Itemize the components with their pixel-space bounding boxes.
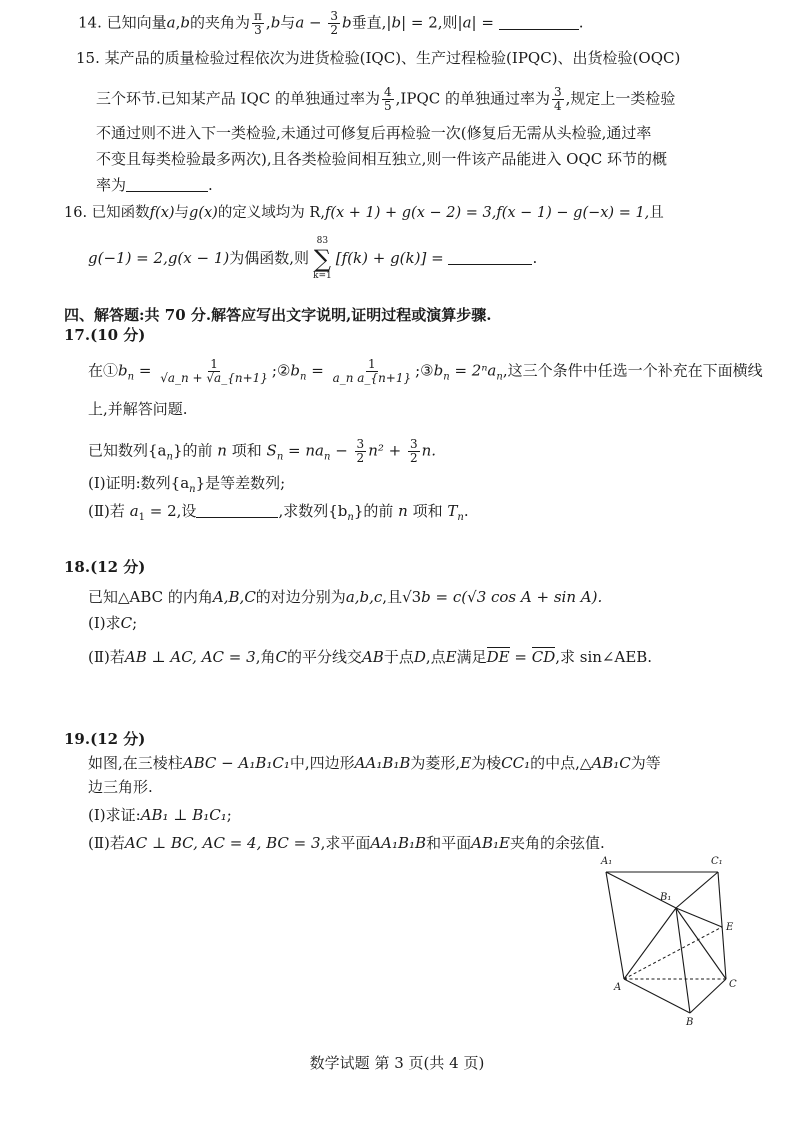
edge-b1c1 bbox=[676, 872, 718, 908]
q17-number: 17.(10 分) bbox=[64, 326, 146, 344]
q15-line-4: 不变且每类检验最多两次),且各类检验间相互独立,则一件该产品能进入 OQC 环节的概 bbox=[96, 150, 667, 168]
q18-number: 18.(12 分) bbox=[64, 558, 146, 576]
edge-ab bbox=[624, 979, 690, 1013]
answer-blank[interactable] bbox=[499, 15, 579, 30]
answer-blank[interactable] bbox=[126, 177, 208, 192]
q16-line-2: g(−1) = 2,g(x − 1)为偶函数,则 83 ∑ k=1 [f(k) + g(k)] = . bbox=[88, 236, 538, 281]
label-b: B bbox=[686, 1017, 694, 1026]
summation: 83 ∑ k=1 bbox=[313, 236, 332, 281]
fraction: $\frac{3}{2}$ bbox=[330, 9, 339, 37]
fraction: $\frac{\pi}{3}$ bbox=[254, 9, 262, 37]
q17-part-2: (Ⅱ)若 $a_1 = 2$,设 ,求数列$\{b_n\}$的前 n 项和 $T_n$. bbox=[88, 502, 469, 523]
q18-part-2: (Ⅱ)若AB ⊥ AC, AC = 3,角C的平分线交AB于点D,点E满足DE = CD,求 sin∠AEB. bbox=[88, 648, 653, 666]
label-a: A bbox=[614, 982, 622, 993]
label-a1: A₁ bbox=[601, 856, 613, 867]
fraction: $\frac{4}{5}$ bbox=[384, 85, 392, 113]
page-footer: 数学试题 第 3 页(共 4 页) bbox=[309, 1054, 485, 1072]
q16-number: 16. bbox=[64, 205, 88, 221]
answer-blank[interactable] bbox=[448, 250, 532, 265]
q19-line-1: 如图,在三棱柱ABC − A₁B₁C₁中,四边形AA₁B₁B为菱形,E为棱CC₁的中点,△AB₁C为等 bbox=[88, 754, 661, 772]
vector-de: DE bbox=[486, 648, 510, 666]
edge-a1a bbox=[606, 872, 624, 979]
line-ab1 bbox=[624, 908, 676, 979]
q14-line: 14. 已知向量a,b的夹角为 $\frac{\pi}{3}$ ,b与a − $\frac{3}{2}$ b垂直,|b| = 2,则|a| = . bbox=[78, 9, 584, 37]
q18-line-1: 已知△ABC 的内角A,B,C的对边分别为a,b,c,且√3b = c(√3 cos A + sin A). bbox=[88, 588, 603, 606]
q15-line-5: 率为 . bbox=[96, 176, 213, 194]
label-c: C bbox=[729, 979, 737, 990]
q19-line-2: 边三角形. bbox=[88, 778, 153, 796]
label-b1: B₁ bbox=[660, 892, 672, 903]
edge-bc bbox=[690, 979, 726, 1013]
q17-line-3: 已知数列$\{a_n\}$的前 n 项和 $S_n = na_n$ − $\frac{3}{2}$ n² + $\frac{3}{2}$ n. bbox=[88, 437, 437, 465]
q17-line-1: 在$①b_n$ = $\frac{1}{√a\_n + √a\_\{n+1\}}$ $;②b_n$ = $\frac{1}{\text{a\_n a\_\{n+1\}}}$ $;③b_n = 2^na_n$,这三个条件中任选一个补充在下面横线 bbox=[88, 357, 763, 385]
fraction: $\frac{3}{2}$ bbox=[409, 437, 418, 465]
q19-number: 19.(12 分) bbox=[64, 730, 146, 748]
q17-line-2: 上,并解答问题. bbox=[88, 400, 188, 418]
fraction: $\frac{1}{\text{a\_n a\_\{n+1\}}}$ bbox=[332, 357, 412, 385]
section-4-heading: 四、解答题:共 70 分.解答应写出文字说明,证明过程或演算步骤. bbox=[64, 306, 492, 324]
vector-cd: CD bbox=[531, 648, 556, 666]
fraction: $\frac{3}{4}$ bbox=[554, 85, 562, 113]
fraction: $\frac{1}{√a\_n + √a\_\{n+1\}}$ bbox=[160, 357, 268, 385]
q15-line-3: 不通过则不进入下一类检验,未通过可修复后再检验一次(修复后无需从头检验,通过率 bbox=[96, 124, 652, 142]
prism-figure bbox=[598, 848, 748, 1026]
label-c1: C₁ bbox=[711, 856, 723, 867]
prism-diagram bbox=[598, 848, 748, 1026]
q15-line-2: 三个环节.已知某产品 IQC 的单独通过率为 $\frac{4}{5}$ ,IPQC 的单独通过率为 $\frac{3}{4}$ ,规定上一类检验 bbox=[96, 85, 676, 113]
q19-part-2: (Ⅱ)若AC ⊥ BC, AC = 4, BC = 3,求平面AA₁B₁B和平面AB₁E夹角的余弦值. bbox=[88, 834, 605, 852]
q17-part-1: (Ⅰ)证明:数列$\{a_n\}$是等差数列; bbox=[88, 474, 286, 495]
answer-blank[interactable] bbox=[196, 503, 278, 518]
q14-number: 14. bbox=[78, 13, 102, 32]
q18-part-1: (Ⅰ)求C; bbox=[88, 614, 138, 632]
q15-number: 15. bbox=[76, 49, 100, 67]
q19-part-1: (Ⅰ)求证:AB₁ ⊥ B₁C₁; bbox=[88, 806, 232, 824]
fraction: $\frac{3}{2}$ bbox=[356, 437, 365, 465]
q15-line-1: 15. 某产品的质量检验过程依次为进货检验(IQC)、生产过程检验(IPQC)、出货检验(OQC) bbox=[76, 49, 681, 67]
edge-b1b bbox=[676, 908, 690, 1013]
q16-line-1: 16. 已知函数f(x)与g(x)的定义域均为 R,f(x + 1) + g(x − 2) = 3,f(x − 1) − g(−x) = 1,且 bbox=[64, 205, 664, 221]
label-e: E bbox=[726, 922, 734, 933]
